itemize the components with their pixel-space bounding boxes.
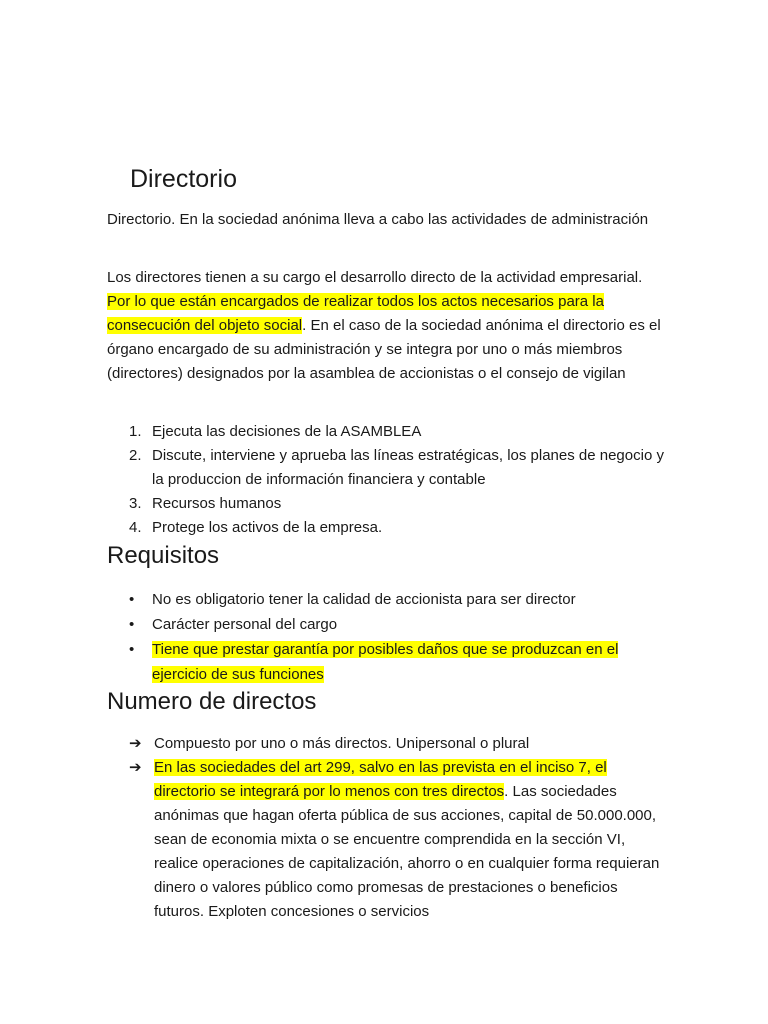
list-number: 3. (129, 495, 142, 512)
page-title: Directorio (130, 165, 237, 193)
arrow-right-icon: ➔ (129, 735, 142, 752)
list-item (107, 444, 667, 492)
highlighted-text: En las sociedades del art 299, salvo en las prevista en el inciso 7, el directorio se integrará por lo menos con tres directos (154, 759, 607, 800)
highlighted-text: Por lo que están encargados de realizar todos los actos necesarios para la consecución del objeto social (107, 293, 604, 334)
numero-list (107, 732, 667, 924)
list-number: 1. (129, 423, 142, 440)
list-item-text: Discute, interviene y aprueba las líneas estratégicas, los planes de negocio y la produccion de información financiera y contable (152, 447, 664, 488)
list-item (107, 637, 667, 687)
bullet-icon: • (129, 591, 135, 608)
requisitos-list (107, 587, 667, 687)
list-item-text: . Las sociedades anónimas que hagan oferta pública de sus acciones, capital de 50.000.000, sean de economia mixta o se encuentre comprendida en la sección VI, realice operaciones de capitalización, ahorro o en cualquier forma requieran dinero o valores público como promesas de prestaciones o beneficios futuros. Exploten concesiones o servicios (154, 783, 660, 920)
list-item (107, 516, 667, 540)
list-item-text: Carácter personal del cargo (152, 616, 338, 633)
bullet-icon: • (129, 616, 135, 633)
list-number: 2. (129, 447, 142, 464)
intro-paragraph: Directorio. En la sociedad anónima lleva a cabo las actividades de administración (107, 211, 649, 228)
list-item-text: Protege los activos de la empresa. (152, 519, 383, 536)
list-item-text: Ejecuta las decisiones de la ASAMBLEA (152, 423, 422, 440)
list-item (107, 756, 667, 924)
list-item (107, 612, 667, 637)
section-heading-numero: Numero de directos (107, 688, 317, 715)
list-item (107, 492, 667, 516)
section-heading-requisitos: Requisitos (107, 542, 220, 569)
paragraph-text: . En el caso de la sociedad anónima el directorio es el órgano encargado de su administración y se integra por uno o más miembros (directores) designados por la asamblea de accionistas o el consejo de vigilan (107, 317, 661, 382)
bullet-icon: • (129, 641, 135, 658)
highlighted-text: Tiene que prestar garantía por posibles daños que se produzcan en el ejercicio de sus funciones (152, 641, 619, 683)
directors-paragraph (107, 266, 667, 386)
list-item (107, 732, 667, 756)
list-number: 4. (129, 519, 142, 536)
functions-list (107, 420, 667, 540)
list-item-text: Compuesto por uno o más directos. Unipersonal o plural (154, 735, 530, 752)
list-item-text: No es obligatorio tener la calidad de accionista para ser director (152, 591, 576, 608)
list-item (107, 587, 667, 612)
list-item (107, 420, 667, 444)
arrow-right-icon: ➔ (129, 759, 142, 776)
list-item-text: Recursos humanos (152, 495, 282, 512)
paragraph-text: Los directores tienen a su cargo el desarrollo directo de la actividad empresarial. (107, 269, 643, 286)
